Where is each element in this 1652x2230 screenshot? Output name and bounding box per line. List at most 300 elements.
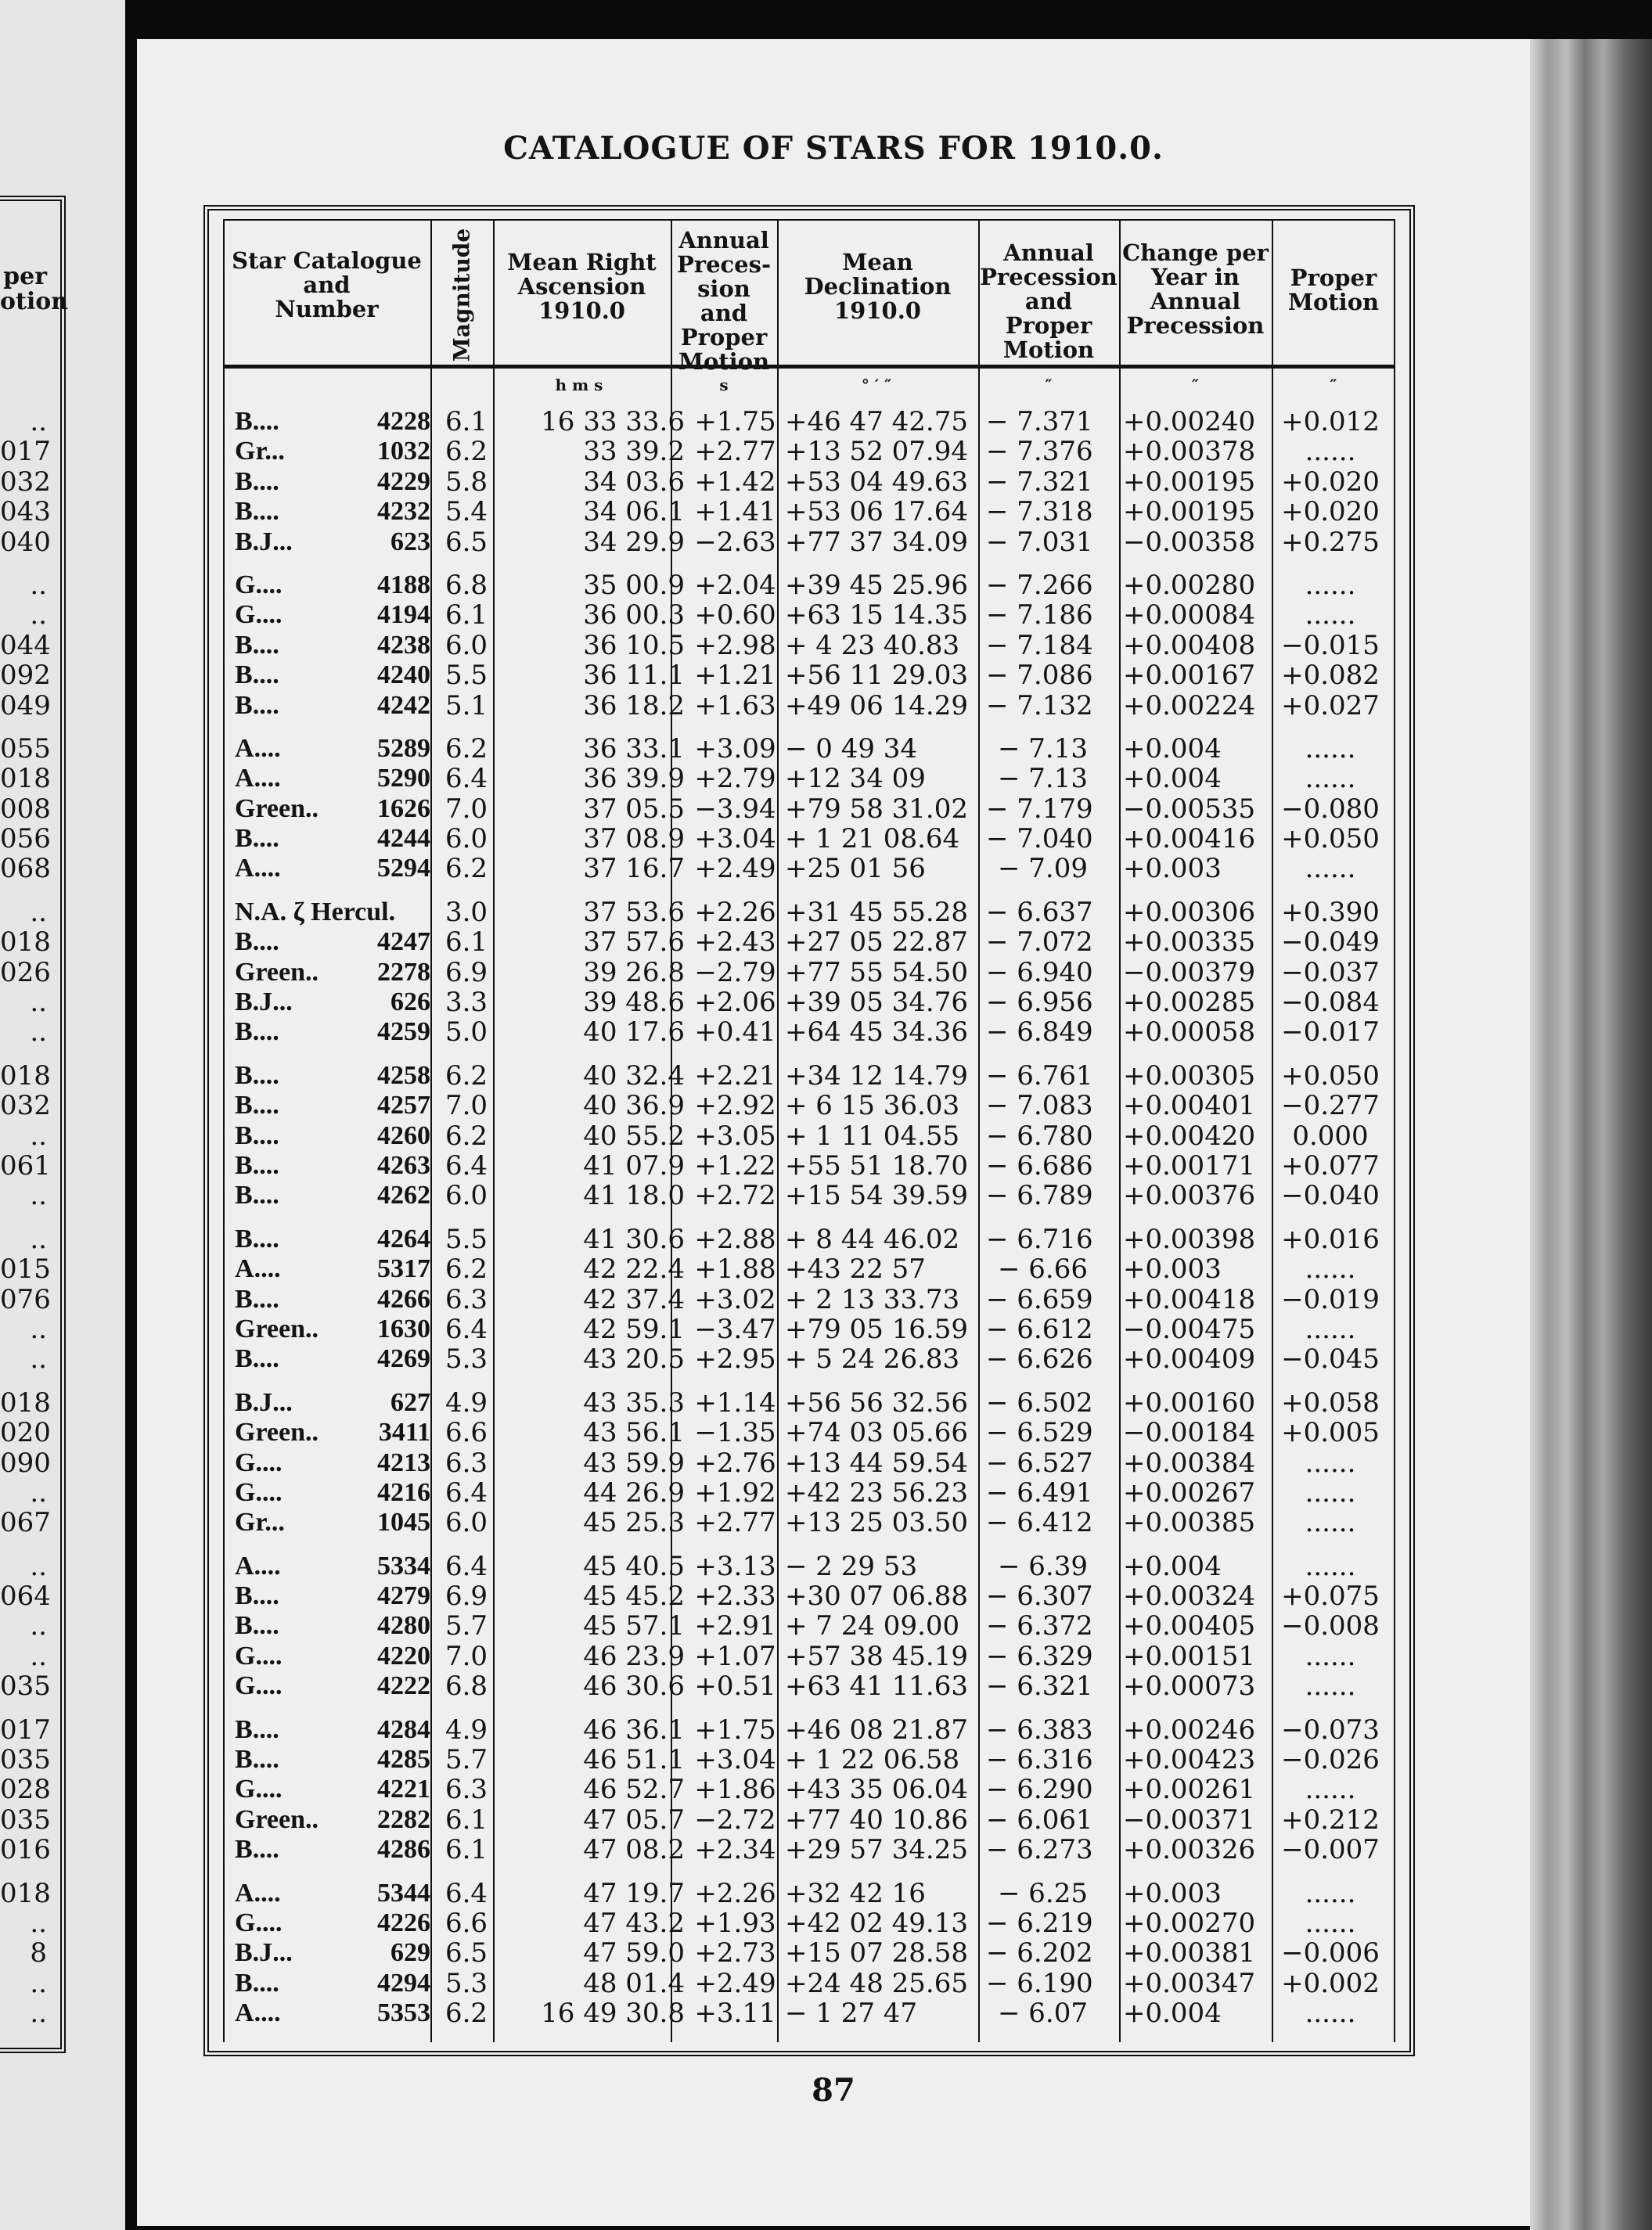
catalogue-number: 4264 bbox=[377, 1224, 430, 1253]
right-ascension-cell: 47 43.2 bbox=[583, 1907, 685, 1939]
magnitude-cell: 4.9 bbox=[444, 1387, 488, 1419]
row-group bbox=[223, 407, 1395, 557]
right-ascension-cell: 42 22.4 bbox=[583, 1253, 685, 1286]
leader-dots: .... bbox=[252, 1181, 279, 1210]
table-row bbox=[223, 527, 1395, 557]
table-row bbox=[223, 824, 1395, 854]
catalogue-number: 5344 bbox=[377, 1878, 430, 1908]
change-per-year-cell: +0.00285 bbox=[1123, 987, 1256, 1019]
declination-cell: + 5 24 26.83 bbox=[785, 1343, 960, 1376]
facing-page-value bbox=[0, 1048, 47, 1061]
catalogue-name: B bbox=[235, 927, 253, 957]
declination-cell: +13 44 59.54 bbox=[785, 1447, 968, 1479]
leader-dots: .. bbox=[305, 957, 319, 987]
annual-precession-ra-cell: +2.92 bbox=[694, 1090, 776, 1122]
proper-motion-cell: ...... bbox=[1305, 1671, 1356, 1703]
facing-page-value bbox=[0, 1702, 47, 1715]
leader-dots: .... bbox=[252, 1611, 279, 1641]
change-per-year-cell: +0.004 bbox=[1123, 732, 1222, 764]
proper-motion-cell: −0.015 bbox=[1281, 629, 1380, 661]
annual-precession-dec-cell: − 7.13 bbox=[998, 732, 1088, 764]
leader-dots: .... bbox=[252, 1091, 279, 1120]
leader-dots: .... bbox=[252, 407, 279, 436]
facing-page-value: 8 bbox=[30, 1937, 47, 1969]
declination-cell: + 7 24 09.00 bbox=[785, 1610, 960, 1642]
catalogue-name: A bbox=[235, 1551, 254, 1581]
catalogue-cell bbox=[235, 1478, 430, 1508]
annual-precession-ra-cell: −2.72 bbox=[694, 1804, 776, 1836]
right-ascension-cell: 42 59.1 bbox=[583, 1313, 685, 1345]
annual-precession-ra-cell: +1.75 bbox=[694, 1714, 776, 1746]
magnitude-cell: 6.2 bbox=[444, 1120, 488, 1152]
facing-page-value: 028 bbox=[0, 1774, 51, 1806]
catalogue-cell bbox=[235, 1418, 430, 1448]
catalogue-name: A bbox=[235, 733, 254, 763]
magnitude-cell: 6.6 bbox=[444, 1417, 488, 1449]
change-per-year-cell: +0.00401 bbox=[1123, 1090, 1256, 1122]
facing-page-value: 035 bbox=[0, 1671, 51, 1703]
proper-motion-cell: −0.277 bbox=[1281, 1090, 1380, 1122]
right-ascension-cell: 16 49 30.8 bbox=[541, 1998, 685, 2030]
facing-page-value: .. bbox=[30, 1610, 47, 1642]
table-row bbox=[223, 1969, 1395, 1998]
declination-cell: +24 48 25.65 bbox=[785, 1967, 968, 1999]
magnitude-cell: 6.8 bbox=[444, 569, 488, 601]
table-row bbox=[223, 958, 1395, 987]
catalogue-number: 4258 bbox=[377, 1060, 430, 1090]
table-row bbox=[223, 927, 1395, 957]
annual-precession-ra-cell: +1.21 bbox=[694, 660, 776, 692]
table-row bbox=[223, 1642, 1395, 1671]
catalogue-name: G bbox=[235, 570, 256, 599]
annual-precession-dec-cell: − 6.659 bbox=[986, 1283, 1093, 1315]
change-per-year-cell: −0.00379 bbox=[1123, 956, 1256, 988]
catalogue-number: 629 bbox=[391, 1938, 430, 1968]
catalogue-cell bbox=[235, 1642, 430, 1671]
catalogue-cell bbox=[235, 660, 430, 690]
right-ascension-cell: 45 25.3 bbox=[583, 1507, 685, 1539]
declination-cell: +32 42 16 bbox=[785, 1877, 926, 1909]
proper-motion-cell: ...... bbox=[1305, 1998, 1356, 2030]
right-ascension-cell: 36 11.1 bbox=[583, 660, 685, 692]
facing-page-column bbox=[0, 406, 51, 2030]
catalogue-cell bbox=[235, 794, 430, 824]
table-row bbox=[223, 600, 1395, 630]
units-dec: ° ′ ″ bbox=[861, 376, 892, 394]
annual-precession-ra-cell: +3.11 bbox=[694, 1998, 776, 2030]
proper-motion-cell: −0.007 bbox=[1281, 1834, 1380, 1866]
leader-dots: .... bbox=[254, 1878, 281, 1908]
catalogue-number: 4221 bbox=[377, 1775, 430, 1804]
table-row bbox=[223, 497, 1395, 527]
facing-page-value: .. bbox=[30, 1640, 47, 1672]
change-per-year-cell: +0.00246 bbox=[1123, 1714, 1256, 1746]
leader-dots: .. bbox=[305, 1804, 319, 1834]
proper-motion-cell: +0.077 bbox=[1281, 1149, 1380, 1182]
magnitude-cell: 7.0 bbox=[444, 1640, 488, 1672]
annual-precession-dec-cell: − 6.25 bbox=[998, 1877, 1088, 1909]
proper-motion-cell: +0.275 bbox=[1281, 526, 1380, 558]
change-per-year-cell: −0.00358 bbox=[1123, 526, 1256, 558]
row-group bbox=[223, 1552, 1395, 1702]
leader-dots: .... bbox=[252, 1714, 279, 1744]
table-row bbox=[223, 1938, 1395, 1968]
catalogue-number: 4244 bbox=[377, 824, 430, 854]
catalogue-number: 4240 bbox=[377, 660, 430, 690]
proper-motion-cell: ...... bbox=[1305, 436, 1356, 468]
catalogue-cell bbox=[235, 1908, 430, 1938]
change-per-year-cell: +0.00167 bbox=[1123, 660, 1256, 692]
annual-precession-dec-cell: − 6.761 bbox=[986, 1059, 1093, 1092]
annual-precession-ra-cell: +2.43 bbox=[694, 926, 776, 959]
annual-precession-ra-cell: +1.86 bbox=[694, 1774, 776, 1806]
annual-precession-dec-cell: − 6.202 bbox=[986, 1937, 1093, 1969]
facing-page-value: .. bbox=[30, 406, 47, 437]
annual-precession-ra-cell: +2.34 bbox=[694, 1834, 776, 1866]
catalogue-name: B bbox=[235, 1150, 253, 1180]
proper-motion-cell: −0.008 bbox=[1281, 1610, 1380, 1642]
annual-precession-ra-cell: +2.06 bbox=[694, 987, 776, 1019]
magnitude-cell: 5.1 bbox=[444, 689, 488, 721]
magnitude-cell: 5.5 bbox=[444, 1223, 488, 1255]
catalogue-cell bbox=[235, 1061, 430, 1091]
declination-cell: +53 04 49.63 bbox=[785, 466, 968, 498]
units-ra: h m s bbox=[555, 376, 603, 394]
catalogue-name: B.J bbox=[235, 987, 273, 1017]
table-row bbox=[223, 1254, 1395, 1284]
leader-dots: .... bbox=[255, 1477, 283, 1507]
table-row bbox=[223, 407, 1395, 437]
annual-precession-dec-cell: − 6.529 bbox=[986, 1417, 1093, 1449]
declination-cell: +46 08 21.87 bbox=[785, 1714, 968, 1746]
right-ascension-cell: 42 37.4 bbox=[583, 1283, 685, 1315]
catalogue-number: 627 bbox=[391, 1387, 430, 1417]
table-row bbox=[223, 764, 1395, 793]
declination-cell: +31 45 55.28 bbox=[785, 896, 968, 928]
declination-cell: +43 22 57 bbox=[785, 1253, 926, 1286]
catalogue-name: B.J bbox=[235, 527, 273, 556]
change-per-year-cell: +0.00058 bbox=[1123, 1016, 1256, 1048]
table-row bbox=[223, 1181, 1395, 1210]
leader-dots: .... bbox=[252, 466, 279, 496]
change-per-year-cell: −0.00184 bbox=[1123, 1417, 1256, 1449]
annual-precession-dec-cell: − 7.186 bbox=[986, 599, 1093, 631]
annual-precession-ra-cell: +3.04 bbox=[694, 1744, 776, 1776]
annual-precession-ra-cell: −3.94 bbox=[694, 793, 776, 825]
proper-motion-cell: +0.020 bbox=[1281, 496, 1380, 528]
annual-precession-dec-cell: − 6.686 bbox=[986, 1149, 1093, 1182]
magnitude-cell: 6.4 bbox=[444, 1476, 488, 1509]
catalogue-name: N.A. ζ Hercul. bbox=[235, 897, 396, 926]
annual-precession-ra-cell: +3.05 bbox=[694, 1120, 776, 1152]
right-ascension-cell: 36 18.2 bbox=[583, 689, 685, 721]
annual-precession-ra-cell: +2.77 bbox=[694, 436, 776, 468]
table-row bbox=[223, 1017, 1395, 1047]
facing-page-value: .. bbox=[30, 1907, 47, 1939]
table-row bbox=[223, 897, 1395, 927]
table-row bbox=[223, 1879, 1395, 1908]
magnitude-cell: 6.0 bbox=[444, 629, 488, 661]
right-ascension-cell: 36 33.1 bbox=[583, 732, 685, 764]
units-annual-dec: ″ bbox=[1045, 376, 1053, 394]
annual-precession-dec-cell: − 7.09 bbox=[998, 853, 1088, 885]
declination-cell: +79 05 16.59 bbox=[785, 1313, 968, 1345]
leader-dots: .... bbox=[252, 1224, 279, 1253]
right-ascension-cell: 44 26.9 bbox=[583, 1476, 685, 1509]
change-per-year-cell: +0.00335 bbox=[1123, 926, 1256, 959]
proper-motion-cell: −0.049 bbox=[1281, 926, 1380, 959]
magnitude-cell: 6.4 bbox=[444, 1313, 488, 1345]
table-row bbox=[223, 1908, 1395, 1938]
facing-page-value: .. bbox=[30, 1998, 47, 2030]
magnitude-cell: 6.4 bbox=[444, 1149, 488, 1182]
annual-precession-ra-cell: −3.47 bbox=[694, 1313, 776, 1345]
table-row bbox=[223, 1285, 1395, 1315]
catalogue-number: 4216 bbox=[377, 1477, 430, 1507]
table-row bbox=[223, 1091, 1395, 1120]
catalogue-number: 4294 bbox=[377, 1968, 430, 1998]
annual-precession-dec-cell: − 6.329 bbox=[986, 1640, 1093, 1672]
facing-page-value: 017 bbox=[0, 436, 51, 468]
facing-page-value bbox=[0, 721, 47, 734]
declination-cell: +49 06 14.29 bbox=[785, 689, 968, 721]
annual-precession-ra-cell: +0.60 bbox=[694, 599, 776, 631]
catalogue-cell bbox=[235, 1611, 430, 1641]
annual-precession-ra-cell: +1.07 bbox=[694, 1640, 776, 1672]
catalogue-name: B bbox=[235, 1017, 253, 1047]
annual-precession-ra-cell: +3.09 bbox=[694, 732, 776, 764]
magnitude-cell: 5.3 bbox=[444, 1343, 488, 1376]
annual-precession-ra-cell: +2.26 bbox=[694, 1877, 776, 1909]
annual-precession-dec-cell: − 6.061 bbox=[986, 1804, 1093, 1836]
table-row bbox=[223, 1745, 1395, 1775]
annual-precession-dec-cell: − 6.849 bbox=[986, 1016, 1093, 1048]
facing-page-value: 061 bbox=[0, 1149, 51, 1182]
header-star-catalogue: Star Catalogue and Number bbox=[232, 247, 422, 322]
catalogue-cell bbox=[235, 1285, 430, 1315]
catalogue-name: Green bbox=[235, 957, 306, 987]
declination-cell: +77 37 34.09 bbox=[785, 526, 968, 558]
magnitude-cell: 6.2 bbox=[444, 853, 488, 885]
change-per-year-cell: +0.003 bbox=[1123, 1877, 1222, 1909]
table-row bbox=[223, 1418, 1395, 1448]
annual-precession-ra-cell: +1.22 bbox=[694, 1149, 776, 1182]
declination-cell: +15 07 28.58 bbox=[785, 1937, 968, 1969]
facing-page-value: .. bbox=[30, 569, 47, 601]
declination-cell: +46 47 42.75 bbox=[785, 406, 968, 437]
catalogue-name: Green bbox=[235, 793, 306, 823]
proper-motion-cell: ...... bbox=[1305, 1877, 1356, 1909]
magnitude-cell: 7.0 bbox=[444, 793, 488, 825]
magnitude-cell: 6.1 bbox=[444, 1804, 488, 1836]
declination-cell: +56 11 29.03 bbox=[785, 660, 968, 692]
annual-precession-ra-cell: +1.41 bbox=[694, 496, 776, 528]
change-per-year-cell: +0.00408 bbox=[1123, 629, 1256, 661]
proper-motion-cell: ...... bbox=[1305, 1550, 1356, 1582]
change-per-year-cell: +0.004 bbox=[1123, 1550, 1222, 1582]
catalogue-name: Green bbox=[235, 1418, 306, 1448]
catalogue-name: B bbox=[235, 1091, 253, 1120]
right-ascension-cell: 46 23.9 bbox=[583, 1640, 685, 1672]
leader-dots: .... bbox=[252, 824, 279, 854]
leader-dots: .... bbox=[255, 1641, 283, 1671]
leader-dots: .... bbox=[252, 630, 279, 660]
declination-cell: − 1 27 47 bbox=[785, 1998, 918, 2030]
catalogue-name: G bbox=[235, 1477, 256, 1507]
proper-motion-cell: +0.050 bbox=[1281, 1059, 1380, 1092]
table-row bbox=[223, 1478, 1395, 1508]
proper-motion-cell: ...... bbox=[1305, 1640, 1356, 1672]
catalogue-cell bbox=[235, 1715, 430, 1745]
annual-precession-dec-cell: − 7.318 bbox=[986, 496, 1093, 528]
declination-cell: +39 05 34.76 bbox=[785, 987, 968, 1019]
right-ascension-cell: 37 05.5 bbox=[583, 793, 685, 825]
annual-precession-ra-cell: +2.73 bbox=[694, 1937, 776, 1969]
catalogue-cell bbox=[235, 1671, 430, 1701]
catalogue-cell bbox=[235, 1017, 430, 1047]
declination-cell: − 0 49 34 bbox=[785, 732, 918, 764]
catalogue-name: B bbox=[235, 1611, 253, 1641]
leader-dots: .... bbox=[252, 1120, 279, 1150]
catalogue-number: 2282 bbox=[377, 1804, 430, 1834]
catalogue-number: 1630 bbox=[377, 1314, 430, 1343]
annual-precession-dec-cell: − 7.083 bbox=[986, 1090, 1093, 1122]
declination-cell: +13 25 03.50 bbox=[785, 1507, 968, 1539]
row-group bbox=[223, 570, 1395, 721]
facing-page-value: 018 bbox=[0, 1387, 51, 1419]
facing-page-value: 032 bbox=[0, 1090, 51, 1122]
change-per-year-cell: +0.00409 bbox=[1123, 1343, 1256, 1376]
catalogue-number: 4285 bbox=[377, 1745, 430, 1775]
annual-precession-ra-cell: +0.51 bbox=[694, 1671, 776, 1703]
catalogue-name: Gr bbox=[235, 1508, 265, 1538]
declination-cell: +42 23 56.23 bbox=[785, 1476, 968, 1509]
catalogue-name: B bbox=[235, 1835, 253, 1865]
leader-dots: .... bbox=[254, 764, 281, 793]
header-annual-precession-ra: Annual Preces- sion and Proper Motion bbox=[676, 227, 771, 375]
facing-page-value: .. bbox=[30, 1550, 47, 1582]
proper-motion-cell: +0.016 bbox=[1281, 1223, 1380, 1255]
leader-dots: .... bbox=[255, 1775, 283, 1804]
catalogue-name: B.J bbox=[235, 1938, 273, 1968]
magnitude-cell: 6.2 bbox=[444, 1998, 488, 2030]
facing-page-value: 068 bbox=[0, 853, 51, 885]
annual-precession-ra-cell: +3.13 bbox=[694, 1550, 776, 1582]
right-ascension-cell: 34 03.6 bbox=[583, 466, 685, 498]
change-per-year-cell: +0.00378 bbox=[1123, 436, 1256, 468]
facing-page-value: 020 bbox=[0, 1417, 51, 1449]
right-ascension-cell: 35 00.9 bbox=[583, 569, 685, 601]
catalogue-cell bbox=[235, 1581, 430, 1611]
right-ascension-cell: 37 57.6 bbox=[583, 926, 685, 959]
annual-precession-dec-cell: − 7.040 bbox=[986, 823, 1093, 855]
right-ascension-cell: 46 30.6 bbox=[583, 1671, 685, 1703]
right-ascension-cell: 16 33 33.6 bbox=[541, 406, 685, 437]
table-row bbox=[223, 1998, 1395, 2028]
leader-dots: ... bbox=[265, 1508, 285, 1538]
declination-cell: +57 38 45.19 bbox=[785, 1640, 968, 1672]
proper-motion-cell: ...... bbox=[1305, 853, 1356, 885]
table-row bbox=[223, 1552, 1395, 1581]
declination-cell: +15 54 39.59 bbox=[785, 1180, 968, 1212]
catalogue-number: 623 bbox=[391, 527, 430, 556]
catalogue-cell bbox=[235, 1969, 430, 1998]
catalogue-number: 4263 bbox=[377, 1150, 430, 1180]
proper-motion-cell: −0.019 bbox=[1281, 1283, 1380, 1315]
table-row bbox=[223, 570, 1395, 600]
leader-dots: .... bbox=[255, 600, 283, 630]
right-ascension-cell: 40 17.6 bbox=[583, 1016, 685, 1048]
leader-dots: ... bbox=[272, 1387, 293, 1417]
declination-cell: +74 03 05.66 bbox=[785, 1417, 968, 1449]
annual-precession-ra-cell: +2.33 bbox=[694, 1581, 776, 1613]
proper-motion-cell: ...... bbox=[1305, 732, 1356, 764]
annual-precession-ra-cell: +1.93 bbox=[694, 1907, 776, 1939]
catalogue-name: B bbox=[235, 1344, 253, 1374]
catalogue-name: B bbox=[235, 466, 253, 496]
proper-motion-cell: ...... bbox=[1305, 1774, 1356, 1806]
leader-dots: .... bbox=[252, 1344, 279, 1374]
annual-precession-dec-cell: − 6.780 bbox=[986, 1120, 1093, 1152]
annual-precession-dec-cell: − 6.383 bbox=[986, 1714, 1093, 1746]
leader-dots: .... bbox=[254, 1551, 281, 1581]
catalogue-name: B bbox=[235, 497, 253, 527]
change-per-year-cell: −0.00371 bbox=[1123, 1804, 1256, 1836]
change-per-year-cell: +0.00240 bbox=[1123, 406, 1256, 437]
change-per-year-cell: +0.00160 bbox=[1123, 1387, 1256, 1419]
facing-page-value: 043 bbox=[0, 496, 51, 528]
magnitude-cell: 6.5 bbox=[444, 1937, 488, 1969]
right-ascension-cell: 43 20.5 bbox=[583, 1343, 685, 1376]
facing-page-value bbox=[0, 557, 47, 570]
annual-precession-dec-cell: − 6.316 bbox=[986, 1744, 1093, 1776]
leader-dots: .. bbox=[305, 793, 319, 823]
magnitude-cell: 6.2 bbox=[444, 732, 488, 764]
catalogue-name: B bbox=[235, 824, 253, 854]
catalogue-cell bbox=[235, 1254, 430, 1284]
annual-precession-dec-cell: − 6.190 bbox=[986, 1967, 1093, 1999]
catalogue-number: 4232 bbox=[377, 497, 430, 527]
right-ascension-cell: 37 16.7 bbox=[583, 853, 685, 885]
catalogue-number: 4229 bbox=[377, 466, 430, 496]
facing-page-value: 035 bbox=[0, 1804, 51, 1836]
magnitude-cell: 6.3 bbox=[444, 1774, 488, 1806]
facing-page-value bbox=[0, 1538, 47, 1552]
table-row bbox=[223, 1448, 1395, 1478]
annual-precession-dec-cell: − 6.612 bbox=[986, 1313, 1093, 1345]
annual-precession-dec-cell: − 6.956 bbox=[986, 987, 1093, 1019]
row-group bbox=[223, 734, 1395, 884]
magnitude-cell: 6.3 bbox=[444, 1447, 488, 1479]
change-per-year-cell: −0.00535 bbox=[1123, 793, 1256, 825]
right-ascension-cell: 45 57.1 bbox=[583, 1610, 685, 1642]
magnitude-cell: 6.2 bbox=[444, 1059, 488, 1092]
annual-precession-dec-cell: − 6.372 bbox=[986, 1610, 1093, 1642]
right-ascension-cell: 34 29.9 bbox=[583, 526, 685, 558]
proper-motion-cell: ...... bbox=[1305, 569, 1356, 601]
proper-motion-cell: −0.037 bbox=[1281, 956, 1380, 988]
catalogue-cell bbox=[235, 691, 430, 721]
change-per-year-cell: +0.00385 bbox=[1123, 1507, 1256, 1539]
leader-dots: ... bbox=[272, 987, 293, 1017]
facing-page-header: per otion bbox=[0, 263, 69, 315]
magnitude-cell: 6.4 bbox=[444, 1550, 488, 1582]
magnitude-cell: 6.1 bbox=[444, 406, 488, 437]
declination-cell: +79 58 31.02 bbox=[785, 793, 968, 825]
catalogue-number: 4242 bbox=[377, 690, 430, 720]
proper-motion-cell: ...... bbox=[1305, 1476, 1356, 1509]
facing-page-value bbox=[0, 1211, 47, 1225]
